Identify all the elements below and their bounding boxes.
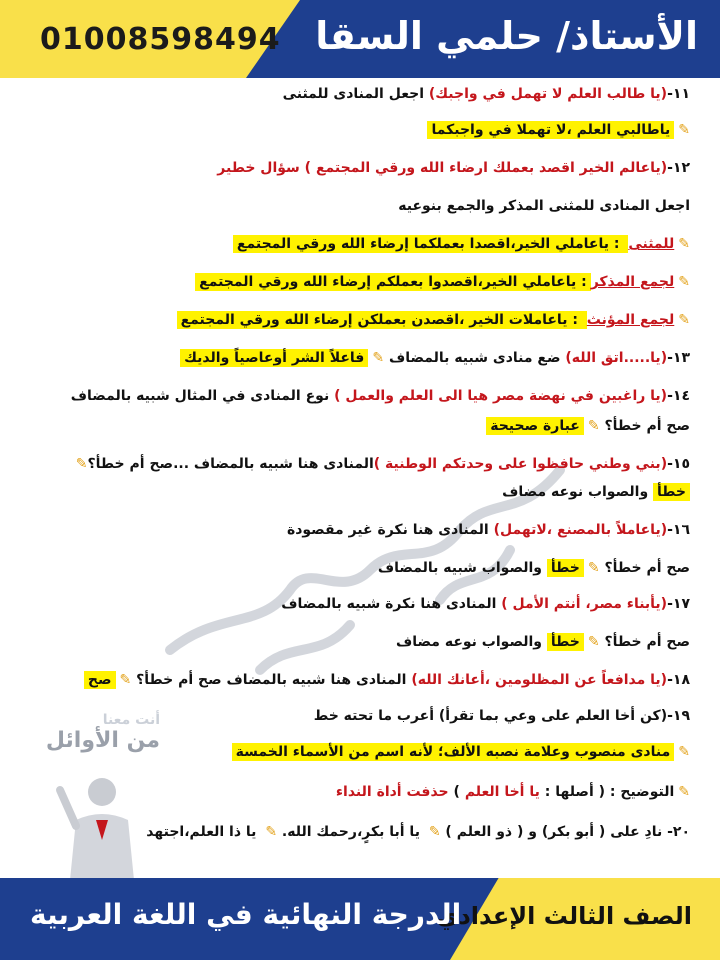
content-area <box>30 82 690 872</box>
pencil-icon: ✎ <box>678 744 690 760</box>
pencil-icon: ✎ <box>587 560 600 576</box>
pencil-icon: ✎ <box>265 824 278 840</box>
pencil-icon: ✎ <box>428 824 441 840</box>
pencil-icon: ✎ <box>678 312 690 328</box>
question-19: ١٩-(كن أخا العلم على وعي بما تقرأ) أعرب ما تحته خط <box>313 708 690 724</box>
question-12-task: اجعل المنادى للمثنى المذكر والجمع بنوعيه <box>398 198 690 214</box>
header-banner <box>0 0 720 78</box>
pencil-icon: ✎ <box>587 418 600 434</box>
pencil-icon: ✎ <box>678 236 690 252</box>
pencil-icon: ✎ <box>587 634 600 650</box>
pencil-icon: ✎ <box>678 784 690 800</box>
pencil-icon: ✎ <box>372 350 385 366</box>
question-17: ١٧-(يأبناء مصر، أنتم الأمل ) المنادى هنا نكرة شبيه بالمضاف <box>281 596 690 612</box>
pencil-icon: ✎ <box>678 274 690 290</box>
answer-11: ✎ياطالبي العلم ،لا تهملا في واجبكما <box>30 122 690 138</box>
person-illustration <box>40 770 150 880</box>
logo-text: أنت معنا من الأوائل <box>45 712 160 753</box>
explanation-19: ✎التوضيح : ( أصلها : يا أخا العلم ) حذفت أداة النداء <box>335 784 690 800</box>
question-15: ١٥-(بني وطني حافظوا على وحدتكم الوطنية )المنادى هنا شبيه بالمضاف ...صح أم خطأ؟✎ <box>75 456 690 472</box>
answer-15: خطأ والصواب نوعه مضاف <box>30 484 690 500</box>
question-12: ١٢-(ياعالم الخير اقصد بعملك ارضاء الله ورقي المجتمع ) سؤال خطير <box>217 160 690 176</box>
footer-banner <box>0 878 720 960</box>
question-18: ١٨-(يا مدافعاً عن المظلومين ،أعانك الله) المنادى هنا شبيه بالمضاف صح أم خطأ؟ ✎صح <box>30 672 690 688</box>
answer-16: صح أم خطأ؟ ✎خطأ والصواب شبيه بالمضاف <box>377 560 690 576</box>
answer-12-dual: ✎للمثنى : ياعاملي الخير،اقصدا بعملكما إرضاء الله ورقي المجتمع <box>30 236 690 252</box>
pencil-icon: ✎ <box>119 672 132 688</box>
answer-14: صح أم خطأ؟ ✎عبارة صحيحة <box>30 418 690 434</box>
grade-label: الصف الثالث الإعدادي <box>436 902 692 930</box>
answer-19: ✎منادى منصوب وعلامة نصبه الألف؛ لأنه اسم من الأسماء الخمسة <box>30 744 690 760</box>
question-16: ١٦-(ياعاملاً بالمصنع ،لاتهمل) المنادى هنا نكرة غير مقصودة <box>286 522 690 538</box>
question-14: ١٤-(يا راغبين في نهضة مصر هيا الى العلم والعمل ) نوع المنادى في المثال شبيه بالمضاف <box>70 388 690 404</box>
pencil-icon: ✎ <box>678 122 690 138</box>
question-11: ١١-(يا طالب العلم لا تهمل في واجبك) اجعل المنادى للمثنى <box>282 86 690 102</box>
answer-12-masc-plural: ✎لجمع المذكر: ياعاملي الخير،اقصدوا بعملكم إرضاء الله ورقي المجتمع <box>30 274 690 290</box>
subject-title: الدرجة النهائية في اللغة العربية <box>30 898 462 931</box>
question-20: ٢٠- نادِ على ( أبو بكر) و ( ذو العلم ) ✎ يا أبا بكرٍ،رحمك الله. ✎ يا ذا العلم،اجتهد <box>146 824 690 840</box>
answer-17: صح أم خطأ؟ ✎خطأ والصواب نوعه مضاف <box>395 634 690 650</box>
pencil-icon: ✎ <box>75 456 88 472</box>
answer-12-fem-plural: ✎لجمع المؤنث : ياعاملات الخير ،اقصدن بعملكن إرضاء الله ورقي المجتمع <box>30 312 690 328</box>
teacher-name: الأستاذ/ حلمي السقا <box>315 14 698 58</box>
phone-number: 01008598494 <box>40 22 281 57</box>
question-13: ١٣-(يا.....اتق الله) ضع منادى شبيه بالمضاف ✎فاعلاً الشر أوعاصياً والديك <box>30 350 690 366</box>
